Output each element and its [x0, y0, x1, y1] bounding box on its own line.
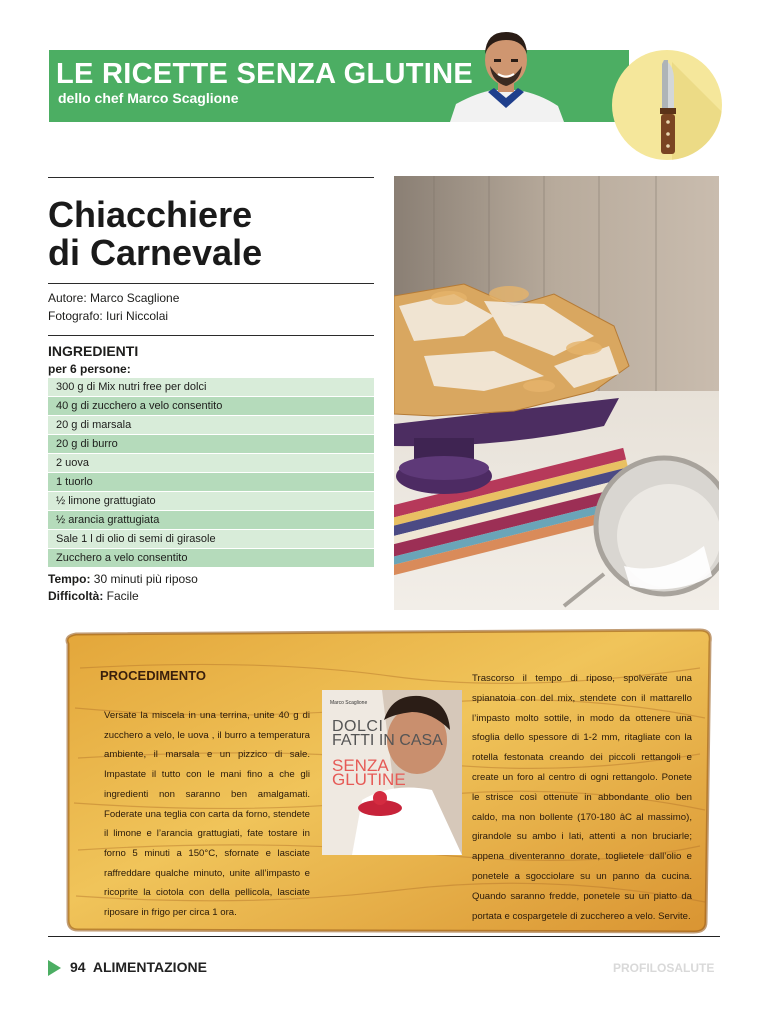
procedure-text-right: Trascorso il tempo di riposo, spolverate una spianatoia con del mix, stendete con il mattarello l’impasto molto sottile, in modo da ottenere una sfoglia dello spessore di 1-2 mm, ritagliate con la rotella festonata creando dei piccoli rettangoli e create un foro al centro di ogni rettangolo. Ponete le strisce così ottenute in abbondante olio ben caldo, ma non bollente (170-180 âC al massimo), girandole su ambo i lati, attenti a non bruciarle; appena diventeranno dorate, toglietele dall’olio e ponetele a sgocciolare su un panno da cucina. Quando saranno fredde, ponetele su un piatto da portata e cospargetele di zucchereo a velo. Servite. [472, 673, 692, 922]
recipe-title-line2: di Carnevale [48, 232, 263, 273]
time-info [48, 572, 198, 586]
ingredient-item: 20 g di marsala [48, 416, 374, 435]
title-bottom-rule [48, 283, 374, 284]
ingredients-top-rule [48, 335, 374, 336]
recipe-author: Autore: Marco Scaglione [48, 291, 180, 305]
recipe-title [48, 196, 262, 272]
difficulty-label: Difficoltà: [48, 589, 104, 603]
ingredients-title: INGREDIENTI [48, 343, 139, 359]
knife-icon [612, 50, 722, 160]
footer-rule [48, 936, 720, 937]
footer-page-label [70, 959, 207, 975]
book-title-line1: DOLCI [332, 718, 384, 735]
page-number: 94 [70, 959, 86, 975]
ingredient-item: 1 tuorlo [48, 473, 374, 492]
recipe-title-line1: Chiacchiere [48, 194, 253, 235]
book-title-line4: GLUTINE [332, 770, 406, 789]
ingredient-item: Sale 1 l di olio di semi di girasole [48, 530, 374, 549]
ingredients-servings: per 6 persone: [48, 362, 131, 376]
ingredients-list [48, 378, 374, 568]
ingredient-item: ½ limone grattugiato [48, 492, 374, 511]
book-title-line2: FATTI IN CASA [332, 732, 443, 749]
procedure-title: PROCEDIMENTO [100, 668, 206, 683]
header-title: LE RICETTE SENZA GLUTINE [56, 58, 473, 90]
ingredient-item: Zucchero a velo consentito [48, 549, 374, 568]
ingredient-item: 20 g di burro [48, 435, 374, 454]
section-name: ALIMENTAZIONE [92, 959, 207, 975]
recipe-photographer: Fotografo: Iuri Niccolai [48, 309, 169, 323]
footer-brand: PROFILOSALUTE [613, 961, 715, 975]
ingredient-item: 2 uova [48, 454, 374, 473]
book-title-line3: SENZA [332, 756, 389, 775]
procedure-text-left: Versate la miscela in una terrina, unite 40 g di zucchero a velo, le uova , il burro a temperatura ambiente, il marsala e un pizzico di sale. Impastate il tutto con le mani fino a che gli ingredienti non saranno ben amalgamati. Foderate una teglia con carta da forno, stendete il limone e l’arancia grattugiati, fate tostare in forno 5 minuti a 150°C, sfornate e lasciate raffreddare qualche minuto, unite all’impasto e ricoprite la ciotola con della pellicola, lasciate riposare in frigo per circa 1 ora. [104, 710, 310, 919]
ingredient-item: 40 g di zucchero a velo consentito [48, 397, 374, 416]
time-value: 30 minuti più riposo [90, 572, 198, 586]
ingredient-item: 300 g di Mix nutri free per dolci [48, 378, 374, 397]
header-subtitle: dello chef Marco Scaglione [58, 90, 239, 106]
book-author: Marco Scaglione [330, 700, 368, 706]
chef-portrait [448, 26, 564, 122]
difficulty-value: Facile [103, 589, 139, 603]
ingredient-item: ½ arancia grattugiata [48, 511, 374, 530]
arrow-right-icon [48, 960, 61, 976]
title-top-rule [48, 177, 374, 178]
recipe-photo [394, 176, 719, 610]
time-label: Tempo: [48, 572, 91, 586]
difficulty-info [48, 589, 139, 603]
